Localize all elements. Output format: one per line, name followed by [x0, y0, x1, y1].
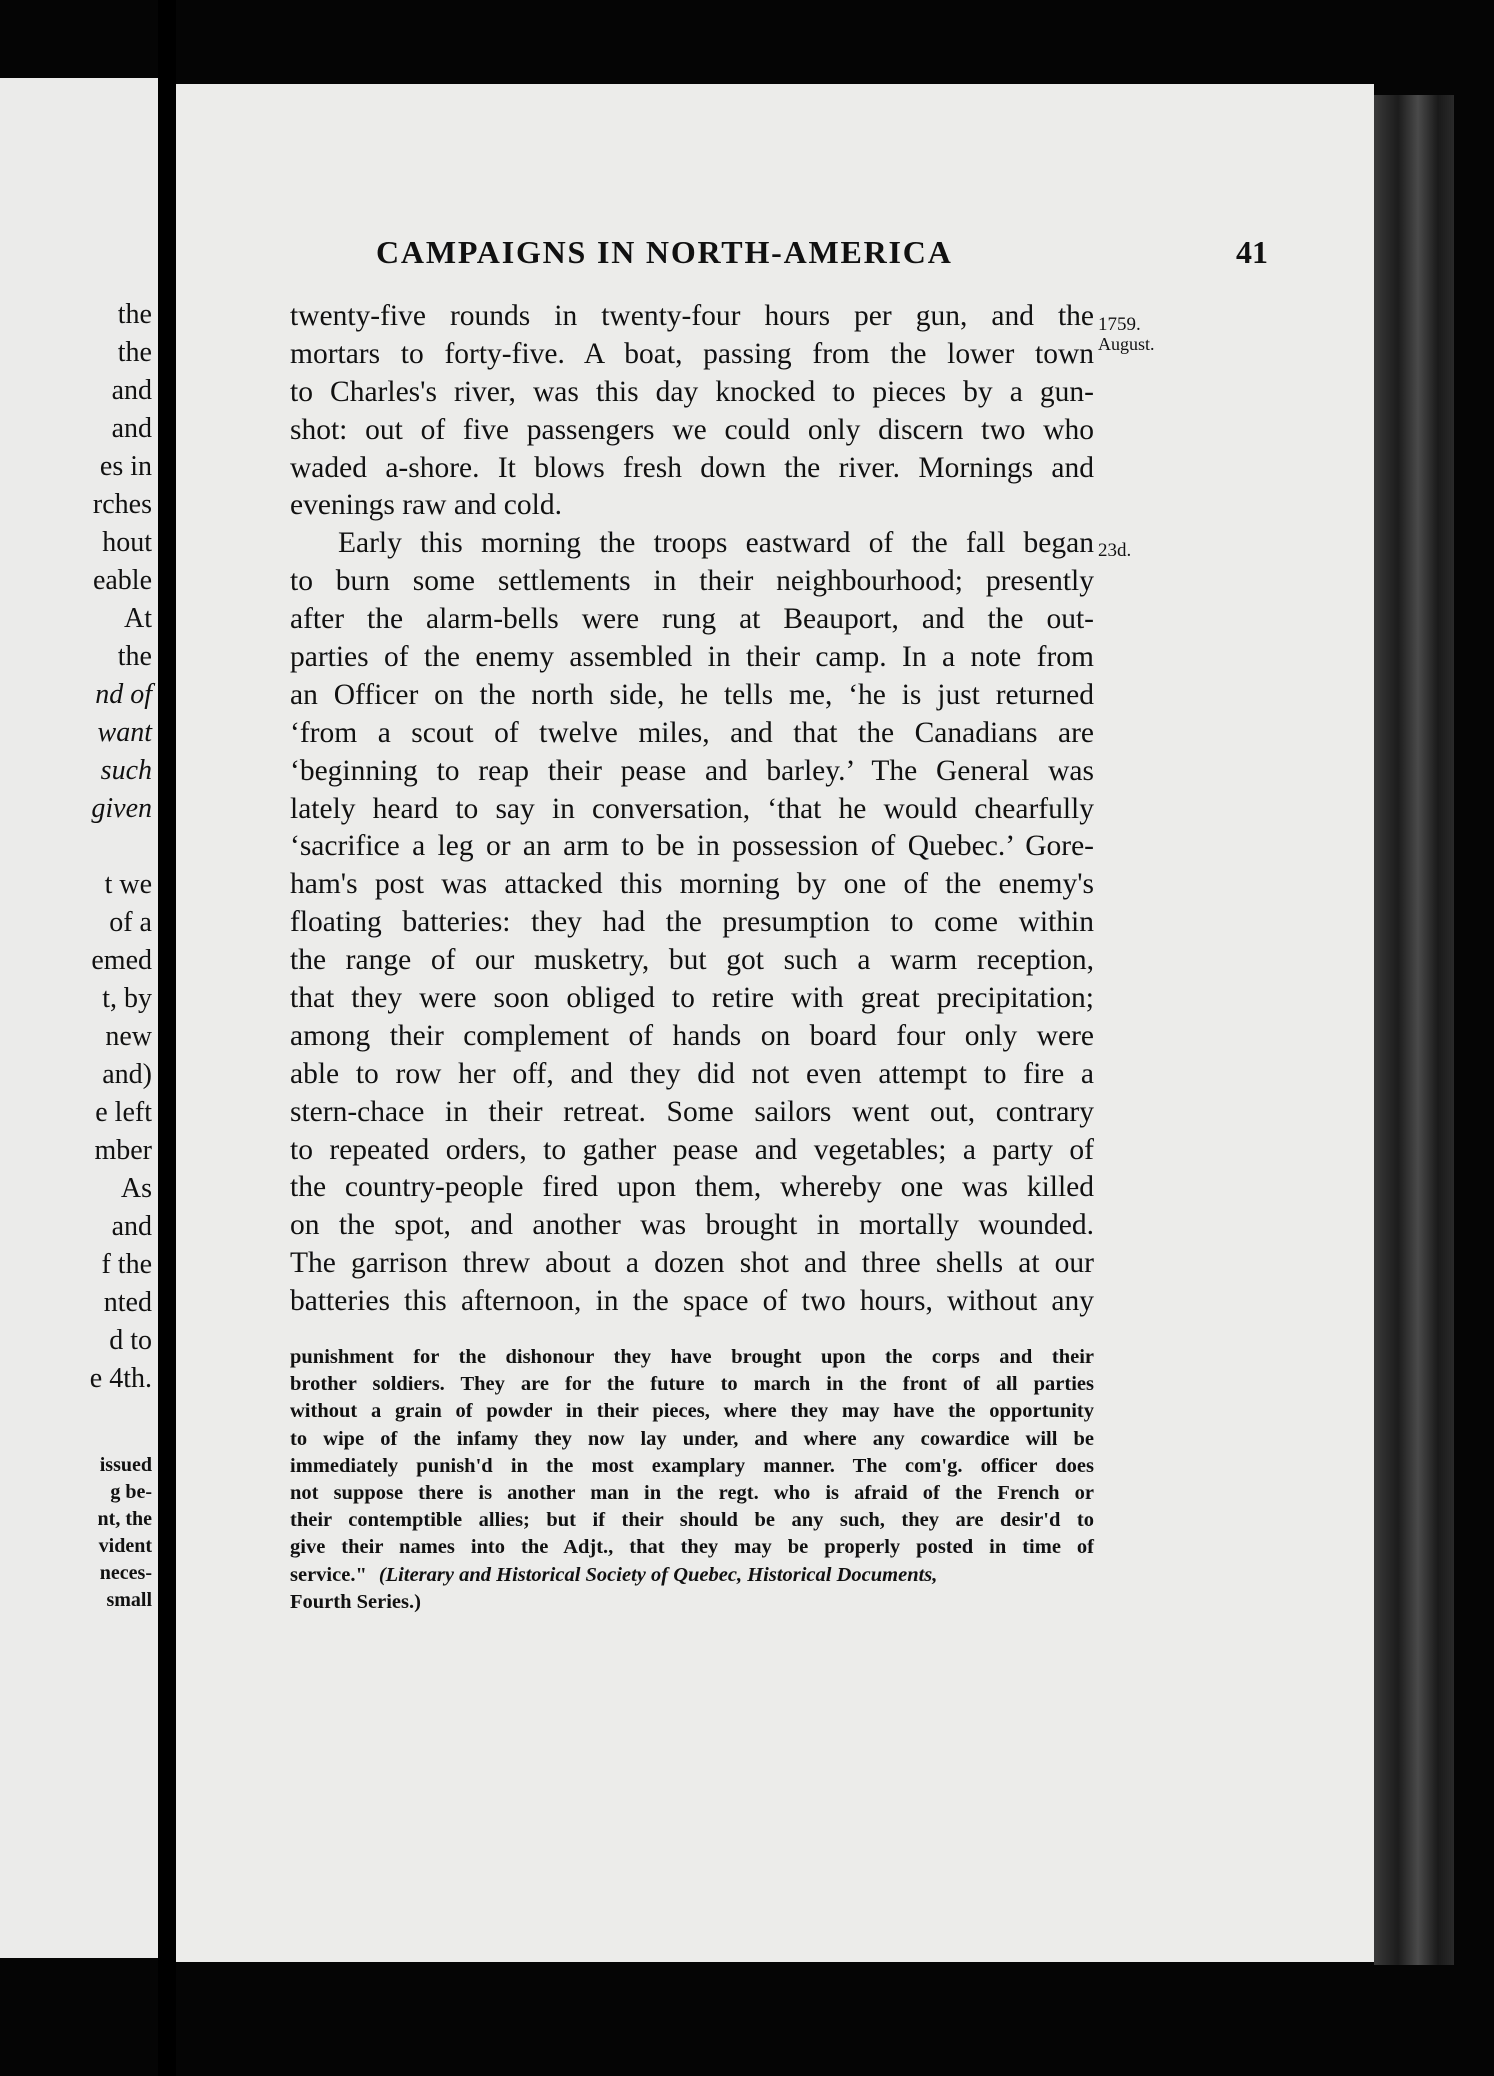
- left-fragment: the: [117, 299, 152, 330]
- footnote-text: punishment for the dishonour they have brought upon the corps and their: [290, 1346, 1094, 1368]
- footnote-text: Fourth Series.): [290, 1590, 421, 1613]
- text-line: lately heard to say in conversation, ‘that he would chearfully: [290, 792, 1094, 825]
- left-footnote-fragment: g be-: [110, 1481, 152, 1503]
- text-line: that they were soon obliged to retire with great precipitation;: [290, 982, 1094, 1015]
- left-fragment: e 4th.: [89, 1363, 152, 1394]
- left-fragment: t, by: [102, 983, 152, 1014]
- footnote-text: their contemptible allies; but if their should be any such, they are desir'd to: [290, 1509, 1094, 1532]
- text-line: the country-people fired upon them, whereby one was killed: [290, 1171, 1094, 1204]
- left-fragment: and: [111, 375, 152, 406]
- left-footnote-fragment: issued: [99, 1454, 152, 1476]
- left-fragment: such: [100, 755, 152, 786]
- footnote-line: [290, 1507, 1094, 1534]
- footnote-line: [290, 1534, 1094, 1561]
- left-fragment: As: [120, 1173, 152, 1204]
- running-title: CAMPAIGNS IN NORTH-AMERICA: [376, 234, 953, 270]
- text-line: an Officer on the north side, he tells me, ‘he is just returned: [290, 678, 1094, 711]
- footnote-line: [290, 1426, 1094, 1453]
- text-line: evenings raw and cold.: [290, 489, 562, 522]
- left-fragment: rches: [92, 489, 152, 520]
- left-fragment: eable: [92, 565, 152, 596]
- text-line: ‘beginning to reap their pease and barley.’ The General was: [290, 754, 1094, 787]
- left-fragment: nted: [103, 1287, 152, 1318]
- left-fragment: hout: [102, 527, 152, 558]
- left-footnote-fragment: nt, the: [97, 1508, 152, 1530]
- left-fragment: nd of: [95, 679, 152, 710]
- text-line: to Charles's river, was this day knocked to pieces by a gun-: [290, 375, 1094, 408]
- page-number: 41: [1236, 234, 1268, 270]
- text-line: floating batteries: they had the presumption to come within: [290, 906, 1094, 939]
- footnote-citation: (Literary and Historical Society of Quebec, Historical Documents,: [378, 1563, 938, 1586]
- footnote-line: [290, 1344, 1094, 1371]
- text-line: batteries this afternoon, in the space of two hours, without any: [290, 1285, 1094, 1318]
- footnote: [290, 1344, 1094, 1616]
- margin-date: 23d.: [1098, 540, 1132, 561]
- left-fragment: At: [124, 603, 152, 634]
- text-line: ham's post was attacked this morning by one of the enemy's: [290, 868, 1094, 901]
- footnote-text: service.": [290, 1563, 367, 1586]
- footnote-line: [290, 1589, 1094, 1616]
- text-line: mortars to forty-five. A boat, passing from the lower town: [290, 337, 1094, 370]
- text-line: stern-chace in their retreat. Some sailors went out, contrary: [290, 1095, 1094, 1128]
- book-edge: [1374, 95, 1454, 1965]
- left-footnote-fragment: neces-: [99, 1562, 152, 1584]
- left-fragment: new: [105, 1021, 152, 1052]
- left-fragment: mber: [94, 1135, 152, 1166]
- left-footnote-fragment: vident: [98, 1535, 152, 1557]
- footnote-text: give their names into the Adjt., that they may be properly posted in time of: [290, 1536, 1094, 1559]
- left-fragment: and): [102, 1059, 152, 1090]
- margin-month: August.: [1098, 334, 1155, 354]
- footnote-line: [290, 1480, 1094, 1507]
- footnote-line: [290, 1562, 1094, 1589]
- footnote-text: to wipe of the infamy they now lay under, and where any cowardice will be: [290, 1427, 1094, 1450]
- main-page: [176, 84, 1374, 1962]
- text-line: able to row her off, and they did not even attempt to fire a: [290, 1057, 1094, 1090]
- left-fragment: and: [111, 1211, 152, 1242]
- left-fragment: given: [91, 793, 152, 824]
- text-line: among their complement of hands on board four only were: [290, 1019, 1094, 1052]
- text-line: shot: out of five passengers we could only discern two who: [290, 413, 1094, 446]
- left-fragment: f the: [101, 1249, 152, 1280]
- footnote-line: [290, 1371, 1094, 1398]
- text-line: to repeated orders, to gather pease and vegetables; a party of: [290, 1133, 1094, 1166]
- text-line: The garrison threw about a dozen shot and three shells at our: [290, 1247, 1094, 1280]
- footnote-text: immediately punish'd in the most examplary manner. The com'g. officer does: [290, 1454, 1094, 1477]
- left-fragment: want: [97, 717, 152, 748]
- text-line: on the spot, and another was brought in mortally wounded.: [290, 1209, 1094, 1242]
- left-fragment: t we: [104, 869, 152, 900]
- left-fragment: emed: [91, 945, 152, 976]
- text-line: Early this morning the troops eastward of the fall began: [338, 527, 1094, 560]
- text-line: parties of the enemy assembled in their camp. In a note from: [290, 641, 1094, 674]
- left-fragment: es in: [99, 451, 152, 482]
- left-fragment: d to: [109, 1325, 152, 1356]
- left-fragment: the: [117, 641, 152, 672]
- text-line: ‘sacrifice a leg or an arm to be in possession of Quebec.’ Gore-: [290, 830, 1094, 863]
- left-footnote-fragment: small: [106, 1589, 152, 1611]
- left-fragment: the: [117, 337, 152, 368]
- footnote-text: without a grain of powder in their pieces, where they may have the opportunity: [290, 1400, 1094, 1423]
- text-line: twenty-five rounds in twenty-four hours per gun, and the: [290, 300, 1094, 332]
- text-line: waded a-shore. It blows fresh down the river. Mornings and: [290, 451, 1094, 484]
- text-line: the range of our musketry, but got such a warm reception,: [290, 944, 1094, 977]
- running-header: [376, 234, 1268, 284]
- footnote-line: [290, 1453, 1094, 1480]
- left-fragment: e left: [95, 1097, 152, 1128]
- footnote-line: [290, 1398, 1094, 1425]
- footnote-text: not suppose there is another man in the regt. who is afraid of the French or: [290, 1481, 1094, 1504]
- margin-year: 1759.: [1098, 314, 1141, 335]
- text-line: ‘from a scout of twelve miles, and that the Canadians are: [290, 716, 1094, 749]
- page-gutter: [158, 0, 176, 2076]
- text-line: after the alarm-bells were rung at Beauport, and the out-: [290, 603, 1094, 636]
- left-page-fragment: [0, 78, 158, 1958]
- text-line: to burn some settlements in their neighbourhood; presently: [290, 565, 1094, 598]
- footnote-text: brother soldiers. They are for the future to march in the front of all parties: [290, 1373, 1094, 1396]
- body-text: [290, 298, 1094, 1321]
- left-fragment: of a: [109, 907, 152, 938]
- left-fragment: and: [111, 413, 152, 444]
